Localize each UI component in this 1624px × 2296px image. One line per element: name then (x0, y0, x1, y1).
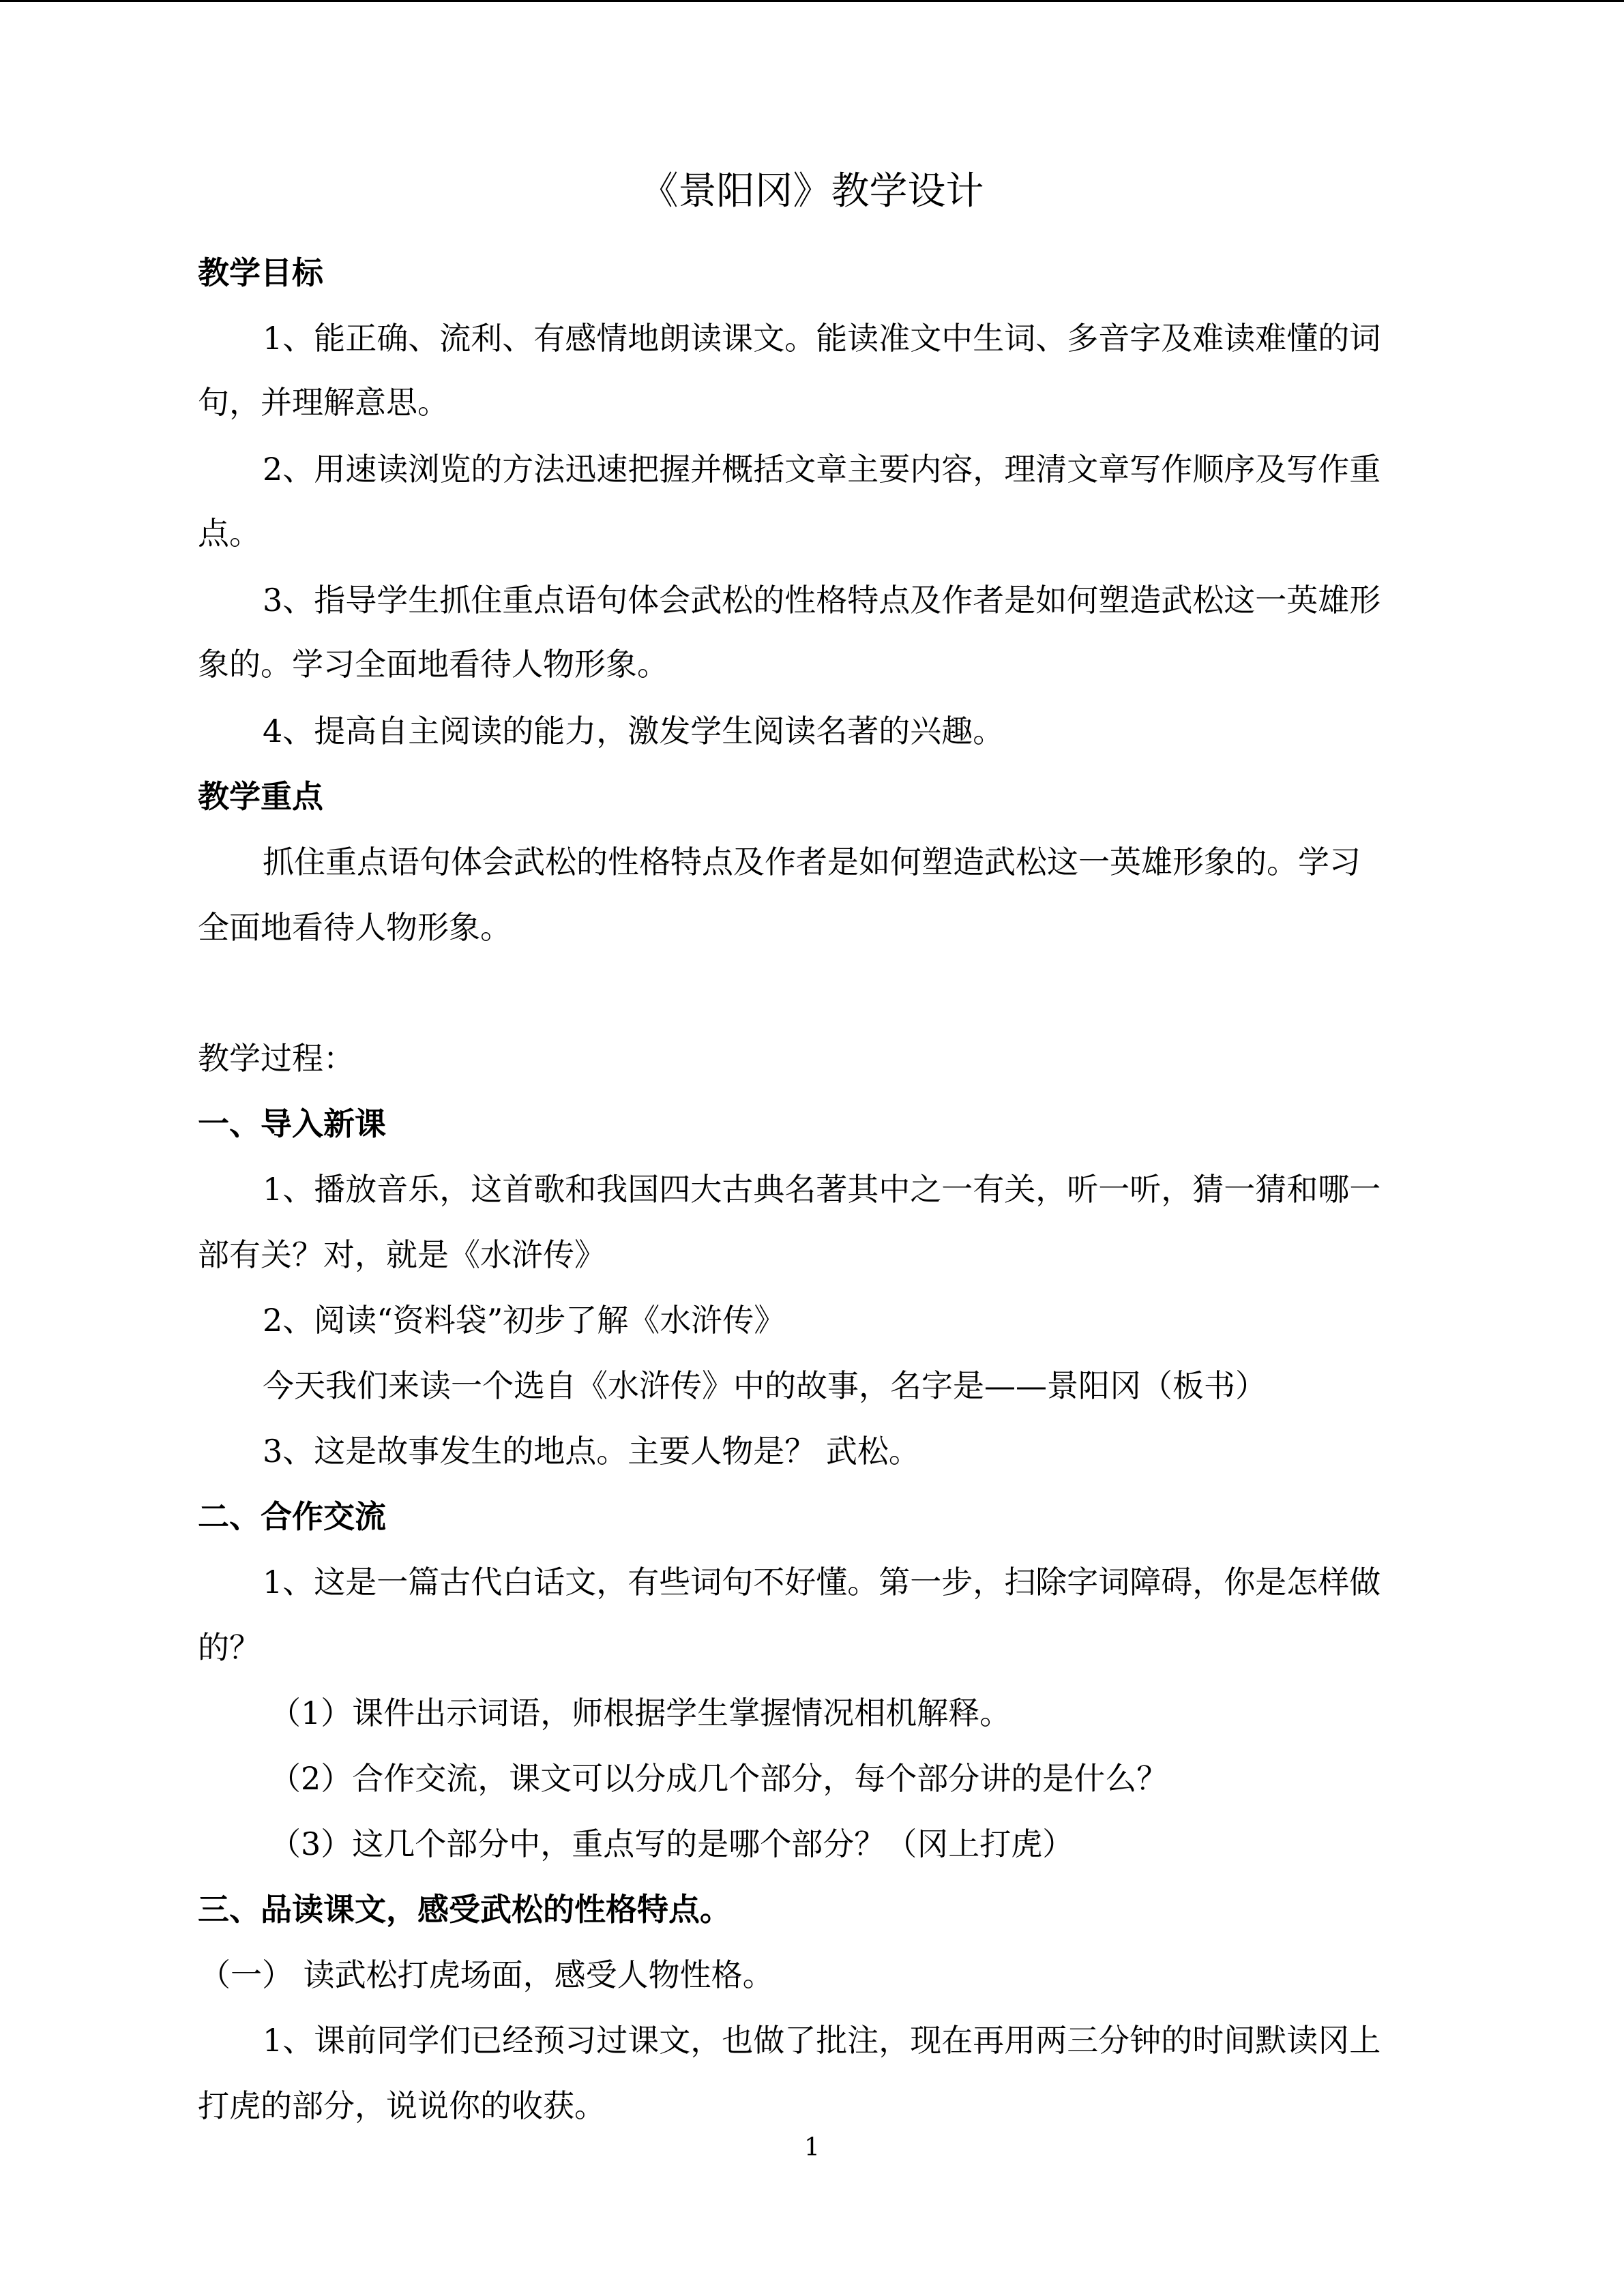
focus-line-1: 抓住重点语句体会武松的性格特点及作者是如何塑造武松这一英雄形象的。学习 (263, 844, 1361, 880)
heading-teaching-goals: 教学目标 (198, 254, 323, 291)
heading-part-3: 三、品读课文，感受武松的性格特点。 (198, 1891, 731, 1928)
part2-item-1: （1）课件出示词语，师根据学生掌握情况相机解释。 (269, 1695, 1012, 1731)
document-title: 《景阳冈》教学设计 (640, 169, 984, 213)
part1-step2-note: 今天我们来读一个选自《水浒传》中的故事，名字是——景阳冈（板书） (263, 1367, 1267, 1404)
part2-item-3: （3）这几个部分中，重点写的是哪个部分？（冈上打虎） (269, 1825, 1074, 1862)
goal-4: 4、提高自主阅读的能力，激发学生阅读名著的兴趣。 (263, 713, 1005, 749)
goal-2-line-1: 2、用速读浏览的方法迅速把握并概括文章主要内容，理清文章写作顺序及写作重 (263, 451, 1381, 488)
focus-line-2: 全面地看待人物形象。 (198, 909, 512, 946)
goal-3-line-2: 象的。学习全面地看待人物形象。 (198, 646, 668, 683)
heading-teaching-focus: 教学重点 (198, 778, 323, 815)
heading-part-1: 一、导入新课 (198, 1105, 386, 1142)
page-number: 1 (804, 2134, 820, 2162)
part2-step1-line-1: 1、这是一篇古代白话文，有些词句不好懂。第一步，扫除字词障碍，你是怎样做 (263, 1564, 1381, 1600)
part2-step1-line-2: 的？ (198, 1629, 261, 1666)
part1-step3: 3、这是故事发生的地点。主要人物是？ 武松。 (263, 1433, 920, 1470)
part3-step1-line-1: 1、课前同学们已经预习过课文，也做了批注，现在再用两三分钟的时间默读冈上 (263, 2022, 1381, 2059)
heading-teaching-process: 教学过程： (198, 1040, 355, 1077)
part1-step1-line-1: 1、播放音乐，这首歌和我国四大古典名著其中之一有关，听一听，猜一猜和哪一 (263, 1171, 1381, 1208)
part1-step2: 2、阅读“资料袋”初步了解《水浒传》 (263, 1302, 786, 1339)
heading-part-2: 二、合作交流 (198, 1498, 386, 1535)
goal-2-line-2: 点。 (198, 515, 261, 552)
part1-step1-line-2: 部有关？对，就是《水浒传》 (198, 1236, 606, 1273)
part3-step1-line-2: 打虎的部分，说说你的收获。 (198, 2087, 606, 2124)
goal-1-line-2: 句，并理解意思。 (198, 384, 449, 421)
part2-item-2: （2）合作交流，课文可以分成几个部分，每个部分讲的是什么？ (269, 1760, 1168, 1797)
goal-1-line-1: 1、能正确、流利、有感情地朗读课文。能读准文中生词、多音字及难读难懂的词 (263, 320, 1381, 357)
goal-3-line-1: 3、指导学生抓住重点语句体会武松的性格特点及作者是如何塑造武松这一英雄形 (263, 582, 1381, 618)
part3-subsection-1: （一） 读武松打虎场面，感受人物性格。 (199, 1956, 774, 1993)
